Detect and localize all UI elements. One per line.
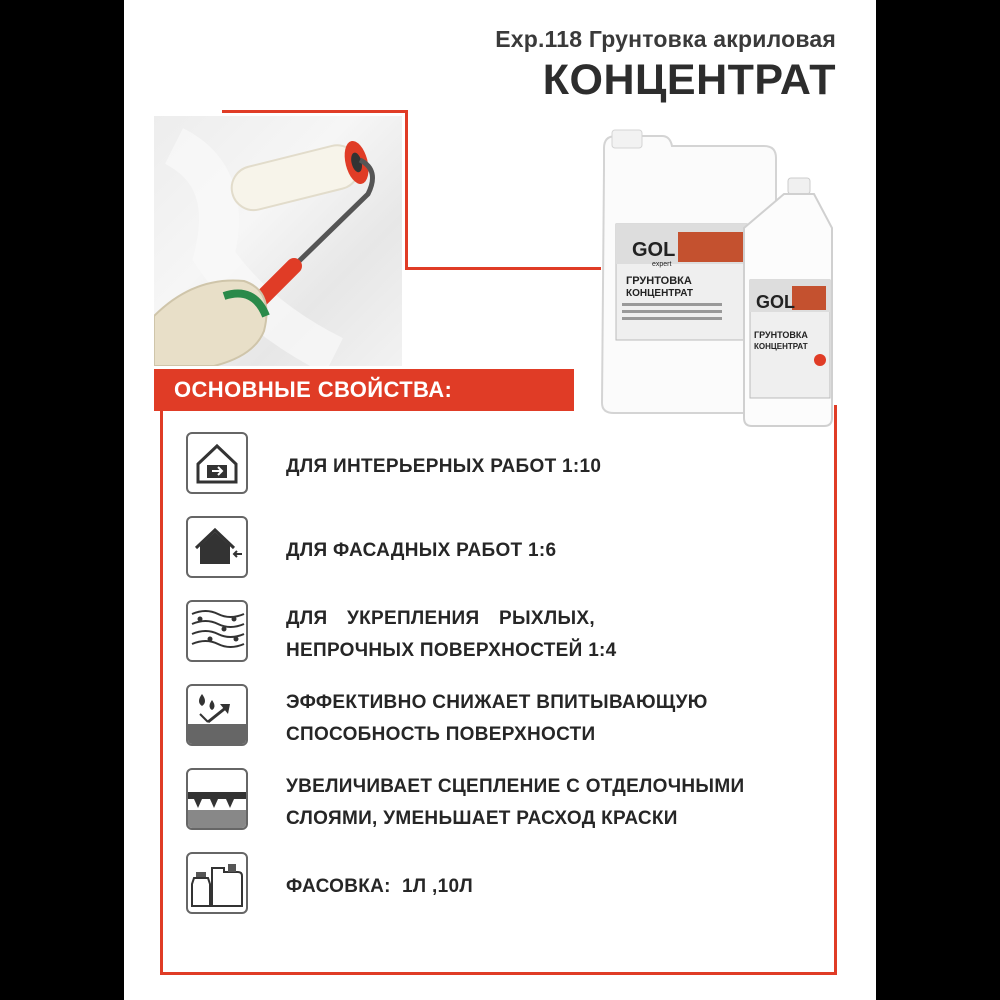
svg-text:expert: expert (652, 261, 672, 268)
feature-text: ДЛЯ УКРЕПЛЕНИЯ РЫХЛЫХ, НЕПРОЧНЫХ ПОВЕРХНОСТЕЙ 1:4 (286, 608, 617, 661)
frame-line (222, 110, 408, 113)
product-subtitle: Exp.118 Грунтовка акриловая (495, 26, 836, 52)
svg-text:КОНЦЕНТРАТ: КОНЦЕНТРАТ (754, 342, 808, 351)
feature-interior (186, 432, 816, 502)
feature-loose-surface (186, 600, 816, 670)
house-interior-icon (186, 432, 248, 494)
product-containers (592, 128, 842, 428)
frame-line (834, 405, 837, 975)
feature-text: ЭФФЕКТИВНО СНИЖАЕТ ВПИТЫВАЮЩУЮ СПОСОБНОСТЬ ПОВЕРХНОСТИ (286, 692, 708, 745)
roller-photo (154, 116, 402, 366)
adhesion-icon (186, 768, 248, 830)
packaging-icon (186, 852, 248, 914)
frame-line (405, 110, 408, 270)
feature-packaging (186, 852, 816, 922)
feature-facade (186, 516, 816, 586)
feature-adhesion (186, 768, 816, 838)
svg-text:ГРУНТОВКА: ГРУНТОВКА (626, 275, 692, 287)
svg-text:GOL: GOL (632, 239, 676, 261)
frame-line (405, 267, 601, 270)
frame-line (160, 972, 837, 975)
feature-text: ФАСОВКА: 1Л ,10Л (286, 876, 473, 897)
feature-absorption (186, 684, 816, 754)
absorption-icon (186, 684, 248, 746)
properties-banner (154, 369, 574, 411)
svg-text:КОНЦЕНТРАТ: КОНЦЕНТРАТ (626, 288, 694, 299)
product-card (124, 0, 876, 1000)
feature-text: ДЛЯ ИНТЕРЬЕРНЫХ РАБОТ 1:10 (286, 456, 602, 477)
canister-image (592, 128, 842, 428)
loose-surface-icon (186, 600, 248, 662)
product-title: КОНЦЕНТРАТ (542, 56, 836, 104)
svg-text:ГРУНТОВКА: ГРУНТОВКА (754, 330, 808, 340)
properties-heading: ОСНОВНЫЕ СВОЙСТВА: (174, 377, 453, 402)
house-facade-icon (186, 516, 248, 578)
feature-text: УВЕЛИЧИВАЕТ СЦЕПЛЕНИЕ С ОТДЕЛОЧНЫМИ СЛОЯМИ, УМЕНЬШАЕТ РАСХОД КРАСКИ (286, 776, 745, 829)
frame-line (160, 410, 163, 975)
feature-text: ДЛЯ ФАСАДНЫХ РАБОТ 1:6 (286, 540, 557, 561)
svg-text:GOL: GOL (756, 292, 795, 312)
